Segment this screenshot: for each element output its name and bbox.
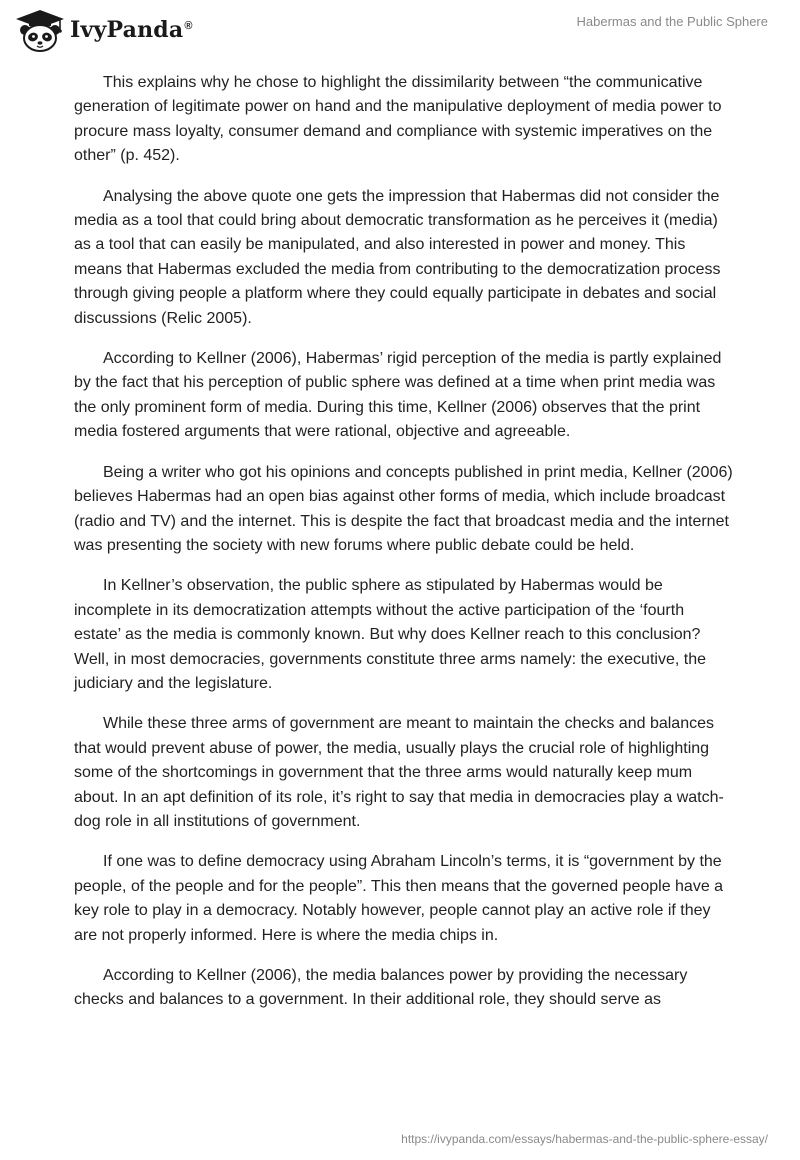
registered-mark: ® <box>184 19 193 32</box>
panda-graduate-icon <box>14 8 66 52</box>
brand-name: IvyPanda® <box>70 17 193 43</box>
paragraph: In Kellner’s observation, the public sphere as stipulated by Habermas would be incomplete in its democratization attempts without the active participation of the ‘fourth estate’ as the media is commonly known. But why does Kellner reach to this conclusion? Well, in most democracies, governments constitute three arms namely: the executive, the judiciary and the legislature. <box>74 577 706 692</box>
paragraph: Analysing the above quote one gets the impression that Habermas did not consider the media as a tool that could bring about democratic transformation as he perceives it (media) as a tool that can easily be manipulated, and also interested in power and money. This means that Habermas excluded the media from contributing to the democratization process through giving people a platform where they could equally participate in debates and social discussions (Relic 2005). <box>74 187 721 327</box>
paragraph: According to Kellner (2006), Habermas’ rigid perception of the media is partly explained by the fact that his perception of public sphere was defined at a time when print media was the only prominent form of media. During this time, Kellner (2006) observes that the print media fostered arguments that were rational, objective and agreeable. <box>74 350 722 441</box>
paragraph: This explains why he chose to highlight the dissimilarity between “the communicative generation of legitimate power on hand and the manipulative deployment of media power to procure mass loyalty, consumer demand and compliance with systemic imperatives on the other” (p. 452). <box>74 74 722 165</box>
paragraph: If one was to define democracy using Abraham Lincoln’s terms, it is “government by the people, of the people and for the people”. This then means that the governed people have a key role to play in a democracy. Notably however, people cannot play an active role if they are not properly informed. Here is where the media chips in. <box>74 853 724 944</box>
paragraph: According to Kellner (2006), the media balances power by providing the necessary checks and balances to a government. In their additional role, they should serve as <box>74 967 688 1009</box>
essay-body <box>74 71 734 1029</box>
source-url[interactable]: https://ivypanda.com/essays/habermas-and-the-public-sphere-essay/ <box>401 1132 768 1146</box>
paragraph: While these three arms of government are meant to maintain the checks and balances that would prevent abuse of power, the media, usually plays the crucial role of highlighting some of the shortcomings in government that the three arms would naturally keep mum about. In an apt definition of its role, it’s right to say that media in democracies play a watch-dog role in all institutions of government. <box>74 715 724 830</box>
paragraph: Being a writer who got his opinions and concepts published in print media, Kellner (2006) believes Habermas had an open bias against other forms of media, which include broadcast (radio and TV) and the internet. This is despite the fact that broadcast media and the internet was presenting the society with new forums where public debate could be held. <box>74 463 733 554</box>
ivypanda-logo[interactable] <box>14 8 193 52</box>
page-header <box>0 0 800 60</box>
document-title: Habermas and the Public Sphere <box>576 14 768 29</box>
